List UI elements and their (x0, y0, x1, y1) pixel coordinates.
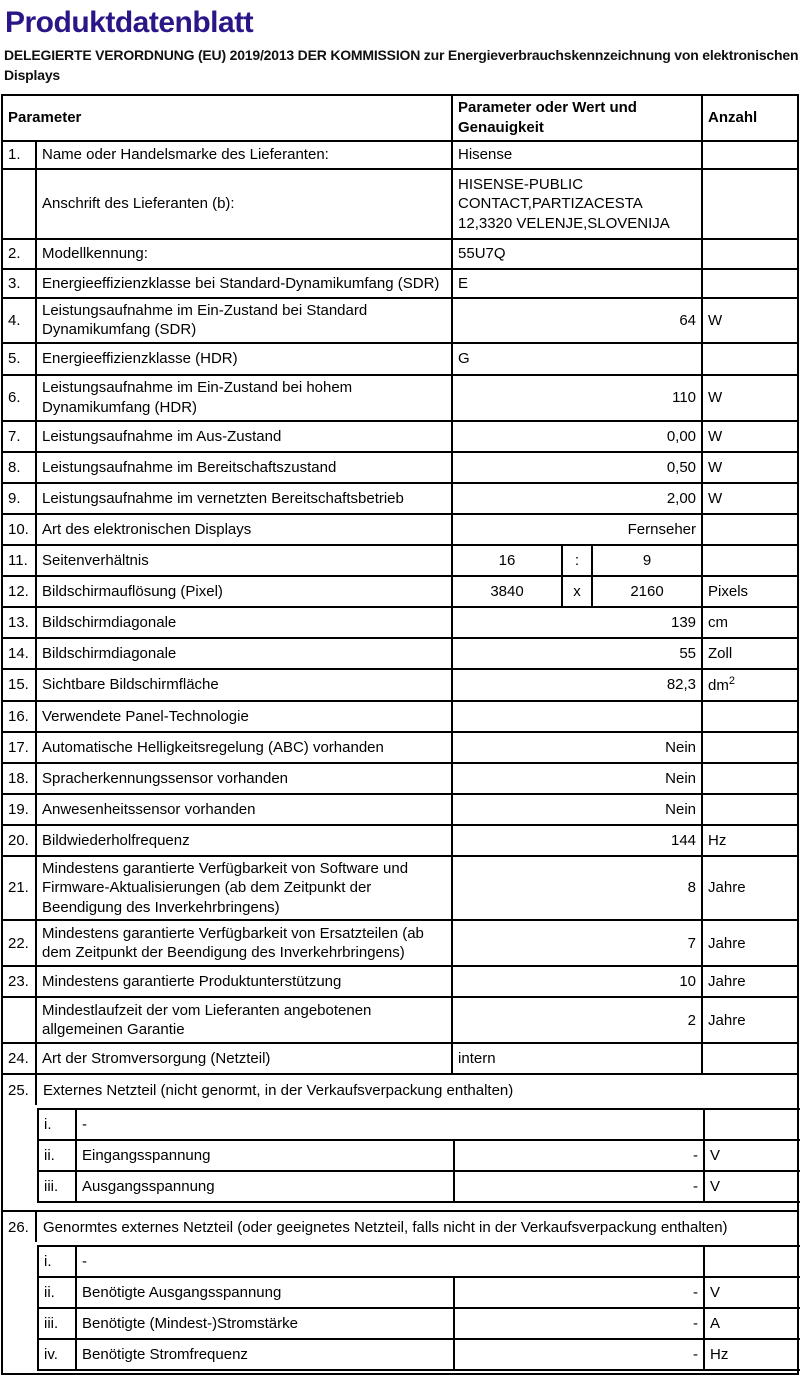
param-label: Energieeffizienzklasse (HDR) (37, 344, 453, 376)
sub-row-number: iii. (38, 1308, 76, 1339)
param-value: 55 (453, 639, 703, 670)
unit-label (703, 515, 799, 546)
page-subtitle: DELEGIERTE VERORDNUNG (EU) 2019/2013 DER KOMMISSION zur Energieverbrauchskennzeichnung von elektronischen Displays (4, 47, 799, 83)
section-header (3, 1212, 797, 1242)
unit-label: W (703, 484, 799, 515)
row-number (3, 170, 37, 240)
unit-label (703, 795, 799, 826)
unit-label: Jahre (703, 921, 799, 967)
param-value: 7 (453, 921, 703, 967)
param-value: - (454, 1308, 704, 1339)
sub-table (37, 1108, 800, 1203)
row-number: 15. (3, 670, 37, 702)
table-row (3, 484, 799, 515)
unit-superscript: 2 (728, 675, 735, 687)
sub-row-number: i. (38, 1109, 76, 1140)
unit-label: V (704, 1277, 800, 1308)
param-label: Bildschirmdiagonale (37, 639, 453, 670)
param-value: 8 (453, 857, 703, 922)
row-number: 17. (3, 733, 37, 764)
param-value: 2 (453, 998, 703, 1044)
param-label: Benötigte Stromfrequenz (76, 1339, 454, 1370)
row-number: 14. (3, 639, 37, 670)
resolution-width: 3840 (453, 577, 563, 608)
table-row (3, 299, 799, 344)
resolution-height: 2160 (593, 577, 703, 608)
unit-label: A (704, 1308, 800, 1339)
param-label: Ausgangsspannung (76, 1171, 454, 1202)
param-label: Benötigte (Mindest-)Stromstärke (76, 1308, 454, 1339)
param-value: 10 (453, 967, 703, 998)
table-row (3, 857, 799, 922)
param-label: Sichtbare Bildschirmfläche (37, 670, 453, 702)
table-row (3, 921, 799, 967)
unit-label (703, 1044, 799, 1075)
param-value: - (454, 1277, 704, 1308)
unit-base: dm (708, 677, 729, 694)
param-value: 144 (453, 826, 703, 857)
param-label: - (76, 1109, 704, 1140)
param-label: Eingangsspannung (76, 1140, 454, 1171)
row-number: 10. (3, 515, 37, 546)
table-row (3, 577, 799, 608)
param-value: - (454, 1171, 704, 1202)
param-label: Art des elektronischen Displays (37, 515, 453, 546)
row-number: 16. (3, 702, 37, 733)
param-label: Anschrift des Lieferanten (b): (37, 170, 453, 240)
unit-label (703, 764, 799, 795)
param-label: Leistungsaufnahme im Ein-Zustand bei Standard Dynamikumfang (SDR) (37, 299, 453, 344)
row-number: 5. (3, 344, 37, 376)
sub-row-number: ii. (38, 1140, 76, 1171)
table-row (3, 764, 799, 795)
unit-label (703, 240, 799, 270)
table-row (3, 453, 799, 484)
row-number: 21. (3, 857, 37, 922)
table-row (3, 270, 799, 299)
page-title: Produktdatenblatt (5, 6, 254, 39)
table-row (3, 170, 799, 240)
unit-label: Jahre (703, 998, 799, 1044)
param-value: G (453, 344, 703, 376)
unit-label: Zoll (703, 639, 799, 670)
unit-label (703, 270, 799, 299)
param-label: Bildwiederholfrequenz (37, 826, 453, 857)
table-row (3, 608, 799, 639)
row-number: 23. (3, 967, 37, 998)
param-value: Nein (453, 764, 703, 795)
table-row (3, 639, 799, 670)
col-header-amount: Anzahl (703, 96, 799, 142)
param-label: Energieeffizienzklasse bei Standard-Dynamikumfang (SDR) (37, 270, 453, 299)
table-row (3, 515, 799, 546)
param-label: Anwesenheitssensor vorhanden (37, 795, 453, 826)
sub-row-number: iii. (38, 1171, 76, 1202)
row-number: 25. (3, 1075, 37, 1105)
param-value: intern (453, 1044, 703, 1075)
sub-row-number: ii. (38, 1277, 76, 1308)
datasheet-table-container (1, 94, 799, 1376)
unit-label: V (704, 1171, 800, 1202)
row-number (3, 998, 37, 1044)
table-row (3, 702, 799, 733)
unit-label (703, 142, 799, 170)
row-number: 7. (3, 422, 37, 453)
unit-label: V (704, 1140, 800, 1171)
sub-row (38, 1308, 800, 1339)
param-label: Seitenverhältnis (37, 546, 453, 577)
sub-row (38, 1277, 800, 1308)
param-label: Art der Stromversorgung (Netzteil) (37, 1044, 453, 1075)
param-value: Nein (453, 795, 703, 826)
table-row (3, 546, 799, 577)
param-label: Leistungsaufnahme im vernetzten Bereitschaftsbetrieb (37, 484, 453, 515)
row-number: 2. (3, 240, 37, 270)
param-label: Leistungsaufnahme im Ein-Zustand bei hohem Dynamikumfang (HDR) (37, 376, 453, 422)
table-row (3, 826, 799, 857)
param-label: Mindestens garantierte Verfügbarkeit von Ersatzteilen (ab dem Zeitpunkt der Beendigung des Inverkehrbringens) (37, 921, 453, 967)
param-label: Mindestlaufzeit der vom Lieferanten angebotenen allgemeinen Garantie (37, 998, 453, 1044)
param-label: Mindestens garantierte Produktunterstützung (37, 967, 453, 998)
param-value: 55U7Q (453, 240, 703, 270)
row-number: 26. (3, 1212, 37, 1242)
unit-label (703, 670, 799, 702)
unit-label: W (703, 376, 799, 422)
section-25-external-psu (3, 1075, 797, 1212)
unit-label (704, 1246, 800, 1277)
col-header-parameter: Parameter (3, 96, 453, 142)
param-value: Fernseher (453, 515, 703, 546)
row-number: 6. (3, 376, 37, 422)
param-value: - (454, 1140, 704, 1171)
table-header-row (3, 96, 799, 142)
param-value: Hisense (453, 142, 703, 170)
table-row (3, 967, 799, 998)
unit-label (703, 170, 799, 240)
table-row (3, 142, 799, 170)
param-value: Nein (453, 733, 703, 764)
sub-row (38, 1339, 800, 1370)
row-number: 8. (3, 453, 37, 484)
unit-label: W (703, 422, 799, 453)
unit-label (703, 344, 799, 376)
param-value: HISENSE-PUBLIC CONTACT,PARTIZACESTA 12,3320 VELENJE,SLOVENIJA (453, 170, 703, 240)
section-label: Externes Netzteil (nicht genormt, in der Verkaufsverpackung enthalten) (43, 1081, 514, 1099)
param-value: 0,50 (453, 453, 703, 484)
row-number: 12. (3, 577, 37, 608)
table-row (3, 795, 799, 826)
param-label: Bildschirmauflösung (Pixel) (37, 577, 453, 608)
unit-label: W (703, 453, 799, 484)
table-row (3, 376, 799, 422)
param-value: E (453, 270, 703, 299)
param-value: 2,00 (453, 484, 703, 515)
param-label: Verwendete Panel-Technologie (37, 702, 453, 733)
unit-label (704, 1109, 800, 1140)
sub-row (38, 1140, 800, 1171)
ratio-value-right: 9 (593, 546, 703, 577)
table-row (3, 240, 799, 270)
unit-label (703, 733, 799, 764)
param-value (453, 702, 703, 733)
table-row (3, 998, 799, 1044)
unit-label (703, 546, 799, 577)
unit-label: Hz (703, 826, 799, 857)
table-row (3, 1044, 799, 1075)
param-label: Spracherkennungssensor vorhanden (37, 764, 453, 795)
sub-table (37, 1245, 800, 1371)
param-value: - (454, 1339, 704, 1370)
sub-row-number: iv. (38, 1339, 76, 1370)
row-number: 22. (3, 921, 37, 967)
param-value: 139 (453, 608, 703, 639)
param-label: Automatische Helligkeitsregelung (ABC) vorhanden (37, 733, 453, 764)
unit-label: cm (703, 608, 799, 639)
col-header-value: Parameter oder Wert und Genauigkeit (453, 96, 703, 142)
row-number: 20. (3, 826, 37, 857)
parameter-table (3, 96, 799, 1076)
table-row (3, 670, 799, 702)
table-row (3, 733, 799, 764)
sub-row-number: i. (38, 1246, 76, 1277)
row-number: 18. (3, 764, 37, 795)
row-number: 19. (3, 795, 37, 826)
row-number: 3. (3, 270, 37, 299)
unit-label: Hz (704, 1339, 800, 1370)
row-number: 1. (3, 142, 37, 170)
unit-label: Jahre (703, 967, 799, 998)
param-label: Leistungsaufnahme im Aus-Zustand (37, 422, 453, 453)
row-number: 13. (3, 608, 37, 639)
table-row (3, 344, 799, 376)
ratio-value-left: 16 (453, 546, 563, 577)
sub-row (38, 1171, 800, 1202)
sub-row (38, 1246, 800, 1277)
param-label: Leistungsaufnahme im Bereitschaftszustand (37, 453, 453, 484)
unit-label (703, 702, 799, 733)
unit-label: Jahre (703, 857, 799, 922)
table-row (3, 422, 799, 453)
row-number: 11. (3, 546, 37, 577)
row-number: 24. (3, 1044, 37, 1075)
param-value: 0,00 (453, 422, 703, 453)
param-label: Benötigte Ausgangsspannung (76, 1277, 454, 1308)
section-26-standard-psu (3, 1212, 797, 1371)
ratio-separator: : (563, 546, 593, 577)
section-header (3, 1075, 797, 1105)
param-value: 82,3 (453, 670, 703, 702)
param-label: Mindestens garantierte Verfügbarkeit von Software und Firmware-Aktualisierungen (ab dem Zeitpunkt der Beendigung des Inverkehrbringens) (37, 857, 453, 922)
section-label: Genormtes externes Netzteil (oder geeignetes Netzteil, falls nicht in der Verkaufsverpackung enthalten) (43, 1218, 728, 1236)
param-label: Modellkennung: (37, 240, 453, 270)
resolution-separator: x (563, 577, 593, 608)
param-label: Name oder Handelsmarke des Lieferanten: (37, 142, 453, 170)
param-label: - (76, 1246, 704, 1277)
unit-label: Pixels (703, 577, 799, 608)
param-label: Bildschirmdiagonale (37, 608, 453, 639)
param-value: 64 (453, 299, 703, 344)
row-number: 4. (3, 299, 37, 344)
row-number: 9. (3, 484, 37, 515)
sub-row (38, 1109, 800, 1140)
param-value: 110 (453, 376, 703, 422)
unit-label: W (703, 299, 799, 344)
